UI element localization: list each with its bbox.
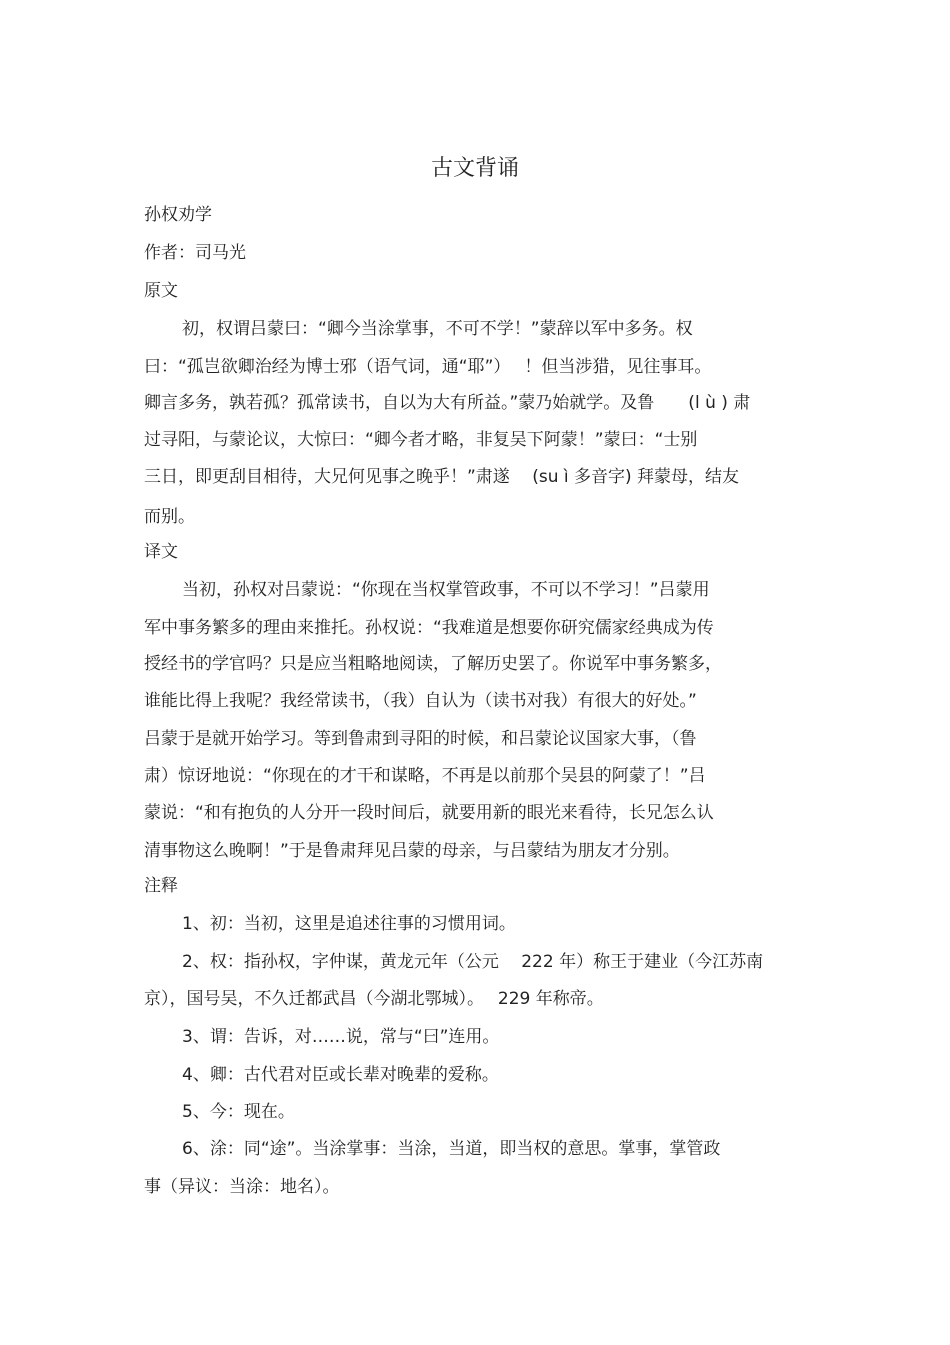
note-item: 4、卿：古代君对臣或长辈对晚辈的爱称。 (182, 1065, 499, 1085)
note-item: 3、谓：告诉，对……说，常与“曰”连用。 (182, 1027, 500, 1047)
translation-line: 吕蒙于是就开始学习。等到鲁肃到寻阳的时候，和吕蒙论议国家大事，（鲁 (144, 729, 697, 749)
translation-line: 谁能比得上我呢？我经常读书，（我）自认为（读书对我）有很大的好处。” (144, 691, 697, 711)
original-line: 三日，即更刮目相待，大兄何见事之晚乎！”肃遂 (su ì 多音字) 拜蒙母，结友 (144, 467, 740, 487)
note-item: 京），国号吴，不久迁都武昌（今湖北鄂城）。 229 年称帝。 (144, 989, 604, 1009)
note-item: 2、权：指孙权，字仲谋，黄龙元年（公元 222 年）称王于建业（今江苏南 (182, 952, 764, 972)
author-line: 作者：司马光 (144, 243, 246, 263)
translation-line: 蒙说：“和有抱负的人分开一段时间后，就要用新的眼光来看待，长兄怎么认 (144, 803, 714, 823)
original-line: 卿言多务，孰若孤？孤常读书，自以为大有所益。”蒙乃始就学。及鲁 (l ù ) 肃 (144, 393, 751, 413)
translation-line: 军中事务繁多的理由来推托。孙权说：“我难道是想要你研究儒家经典成为传 (144, 618, 714, 638)
original-line: 而别。 (144, 507, 195, 527)
original-line: 过寻阳，与蒙论议，大惊曰：“卿今者才略，非复吴下阿蒙！”蒙曰：“士别 (144, 430, 698, 450)
translation-line: 肃）惊讶地说：“你现在的才干和谋略，不再是以前那个吴县的阿蒙了！”吕 (144, 766, 706, 786)
notes-heading: 注释 (144, 876, 178, 896)
original-line: 初，权谓吕蒙曰：“卿今当涂掌事，不可不学！”蒙辞以军中多务。权 (182, 319, 693, 339)
original-heading: 原文 (144, 281, 178, 301)
original-line: 曰：“孤岂欲卿治经为博士邪（语气词，通“耶”） ！但当涉猎，见往事耳。 (144, 357, 712, 377)
note-item: 事（异议：当涂：地名）。 (144, 1177, 340, 1197)
note-item: 1、初：当初，这里是追述往事的习惯用词。 (182, 914, 516, 934)
translation-line: 授经书的学官吗？只是应当粗略地阅读，了解历史罢了。你说军中事务繁多， (144, 654, 722, 674)
translation-line: 清事物这么晚啊！”于是鲁肃拜见吕蒙的母亲，与吕蒙结为朋友才分别。 (144, 841, 680, 861)
note-item: 6、涂：同“途”。当涂掌事：当涂，当道，即当权的意思。掌事，掌管政 (182, 1139, 721, 1159)
note-item: 5、今：现在。 (182, 1102, 295, 1122)
translation-line: 当初，孙权对吕蒙说：“你现在当权掌管政事，不可以不学习！”吕蒙用 (182, 580, 710, 600)
translation-heading: 译文 (144, 542, 178, 562)
document-title: 古文背诵 (430, 156, 519, 181)
piece-title: 孙权劝学 (144, 205, 212, 225)
